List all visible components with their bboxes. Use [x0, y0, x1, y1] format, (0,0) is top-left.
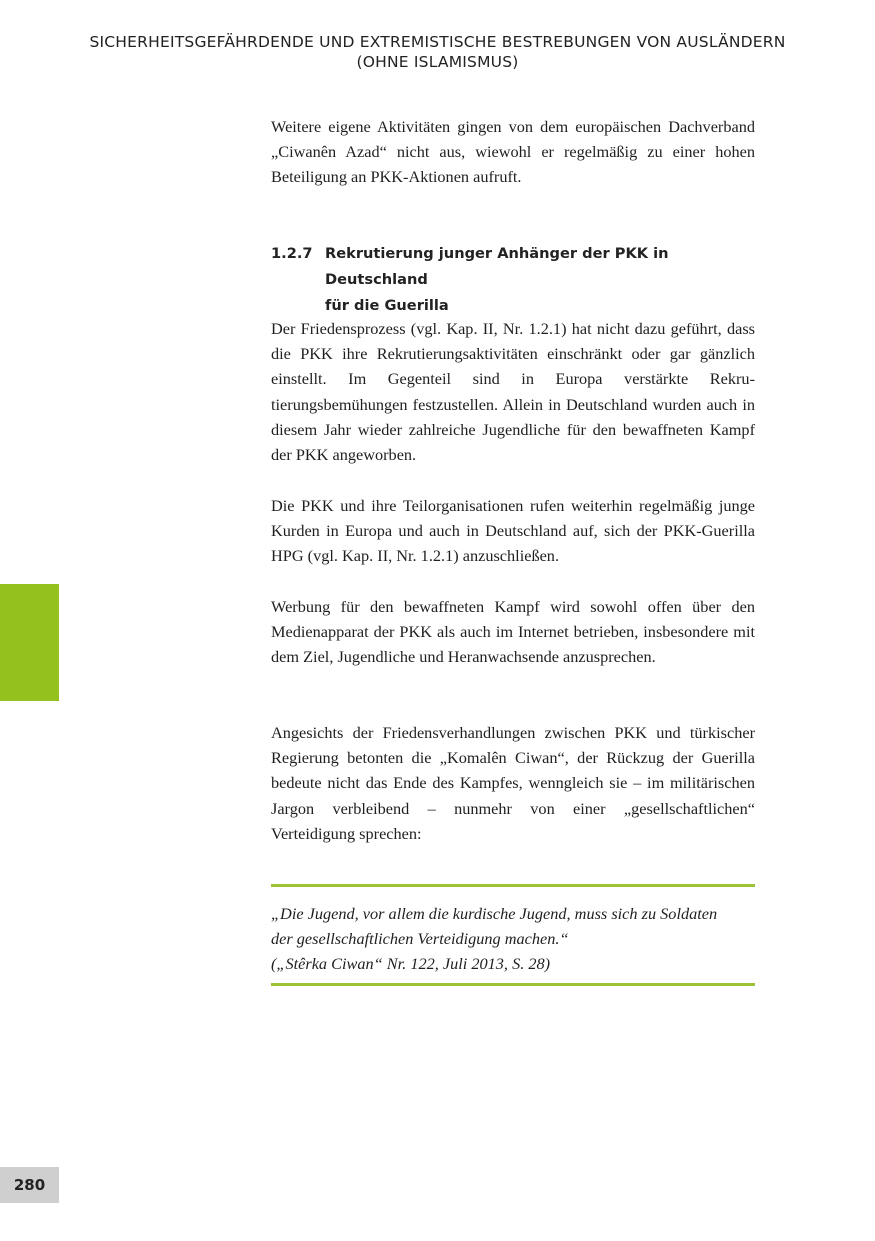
section-heading: [271, 241, 755, 319]
paragraph-friedensprozess: Der Friedensprozess (vgl. Kap. II, Nr. 1.2.1) hat nicht dazu geführt, dass die PKK ihre Rekrutierungsaktivitäten einschränkt oder gar gänzlich einstellt. Im Gegenteil sind in Europa verstärkte Rekrutierungsbemühungen festzustellen. Allein in Deutschland wurden auch in diesem Jahr wieder zahlreiche Jugendliche für den bewaffneten Kampf der PKK angeworben.: [271, 319, 755, 465]
quote-box: [271, 884, 755, 986]
paragraph-block-friedensverhandlungen: [271, 720, 755, 846]
paragraph-friedensverhandlungen: Angesichts der Friedensverhandlungen zwischen PKK und türkischer Regierung betonten die „Komalên Ciwan“, der Rückzug der Guerilla bedeute nicht das Ende des Kampfes, wenngleich sie – im militärischen Jargon verbleibend – nunmehr von einer „gesellschaftlichen“ Verteidigung sprechen:: [271, 723, 755, 843]
quote-source: („Stêrka Ciwan“ Nr. 122, Juli 2013, S. 28): [271, 954, 551, 973]
section-title-line-1: Rekrutierung junger Anhänger der PKK in Deutschland: [325, 245, 669, 288]
quote-line-1: „Die Jugend, vor allem die kurdische Jugend, muss sich zu Soldaten: [271, 904, 718, 923]
running-header-line-1: SICHERHEITSGEFÄHRDENDE UND EXTREMISTISCHE BESTREBUNGEN VON AUSLÄNDERN: [89, 33, 786, 51]
paragraph-teilorganisationen: Die PKK und ihre Teilorganisationen rufen weiterhin regelmäßig junge Kurden in Europa und auch in Deutschland auf, sich der PKK-Guerilla HPG (vgl. Kap. II, Nr. 1.2.1) anzuschließen.: [271, 496, 755, 566]
paragraph-block-teilorganisationen: [271, 493, 755, 569]
paragraph-block-friedensprozess: [271, 316, 755, 467]
section-number: 1.2.7: [271, 245, 313, 262]
quote-line-2: der gesellschaftlichen Verteidigung machen.“: [271, 929, 569, 948]
quote-text: [271, 901, 755, 976]
page-number: 280: [0, 1167, 59, 1203]
running-header: [60, 32, 815, 72]
paragraph-block-werbung: [271, 594, 755, 670]
chapter-color-tab: [0, 584, 59, 701]
section-title-line-2: für die Guerilla: [325, 297, 449, 314]
paragraph-werbung: Werbung für den bewaffneten Kampf wird sowohl offen über den Medienapparat der PKK als auch im Internet betrieben, insbesondere mit dem Ziel, Jugendliche und Heranwachsende anzusprechen.: [271, 597, 755, 667]
paragraph-ciwanen-azad: Weitere eigene Aktivitäten gingen von dem europäischen Dachverband „Ciwanên Azad“ nicht aus, wiewohl er regelmäßig zu einer hohen Beteiligung an PKK-Aktionen aufruft.: [271, 117, 755, 187]
running-header-line-2: (OHNE ISLAMISMUS): [356, 53, 519, 71]
intro-paragraph-block: [271, 114, 755, 190]
